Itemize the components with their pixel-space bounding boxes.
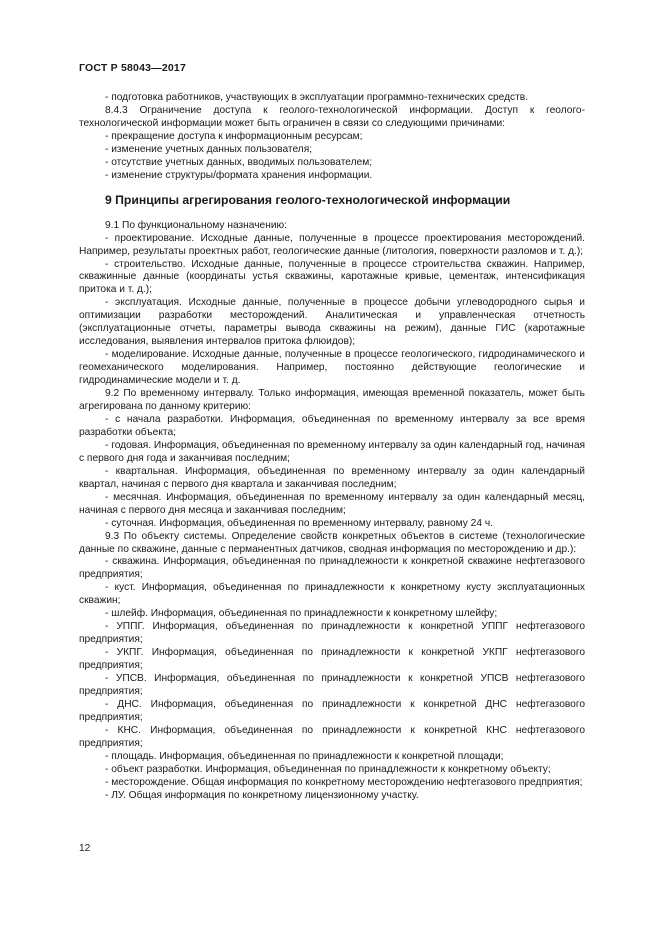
paragraph: - моделирование. Исходные данные, полученные в процессе геологического, гидродинамического и геомеханического моделирования. Например, постоянно действующие геологические и гидродинамические модели и т. д. [79, 349, 585, 387]
document-body [79, 92, 585, 803]
paragraph: - с начала разработки. Информация, объединенная по временному интервалу за все время разработки объекта; [79, 413, 585, 438]
paragraph: - проектирование. Исходные данные, полученные в процессе проектирования месторождений. Например, результаты проектных работ, геологические данные (литология, поверхности разломов и т. д.); [79, 232, 585, 257]
page-number: 12 [79, 843, 91, 854]
paragraph: - объект разработки. Информация, объединенная по принадлежности к конкретному объекту; [105, 763, 551, 775]
standard-header: ГОСТ Р 58043—2017 [79, 62, 187, 74]
section-heading: 9 Принципы агрегирования геолого-технологической информации [105, 192, 511, 207]
paragraph: 9.1 По функциональному назначению: [105, 219, 288, 231]
paragraph: - куст. Информация, объединенная по принадлежности к конкретному кусту эксплуатационных скважин; [79, 582, 585, 607]
paragraph: - строительство. Исходные данные, полученные в процессе строительства скважин. Например, скважинные данные (координаты устья скважины, каротажные кривые, цементаж, интенсификация притока и т. д.); [79, 258, 585, 296]
paragraph: - КНС. Информация, объединенная по принадлежности к конкретной КНС нефтегазового предприятия; [79, 724, 585, 749]
paragraph: - месячная. Информация, объединенная по временному интервалу за один календарный месяц, начиная с первого дня месяца и заканчивая последним; [79, 491, 585, 516]
paragraph: 8.4.3 Ограничение доступа к геолого-технологической информации. Доступ к геолого-технологической информации может быть ограничен в связи со следующими причинами: [79, 104, 585, 129]
paragraph: - УППГ. Информация, объединенная по принадлежности к конкретной УППГ нефтегазового предприятия; [79, 621, 585, 646]
paragraph: - УКПГ. Информация, объединенная по принадлежности к конкретной УКПГ нефтегазового предприятия; [79, 647, 585, 672]
paragraph: - ДНС. Информация, объединенная по принадлежности к конкретной ДНС нефтегазового предприятия; [79, 698, 585, 723]
paragraph: - прекращение доступа к информационным ресурсам; [105, 130, 363, 142]
paragraph: - отсутствие учетных данных, вводимых пользователем; [105, 156, 373, 168]
paragraph: - скважина. Информация, объединенная по принадлежности к конкретной скважине нефтегазового предприятия; [79, 556, 585, 581]
paragraph: - годовая. Информация, объединенная по временному интервалу за один календарный год, начиная с первого дня года и заканчивая последним; [79, 439, 585, 464]
paragraph: 9.2 По временному интервалу. Только информация, имеющая временной показатель, может быть агрегирована по данному критерию: [79, 388, 585, 413]
paragraph: - эксплуатация. Исходные данные, полученные в процессе добычи углеводородного сырья и оптимизации разработки месторождений. Аналитическая и управленческая отчетность (эксплуатационные отчеты, параметры вывода скважины на режим), данные ГИС (каротажные исследования, выявления интервалов притока флюидов); [79, 297, 585, 348]
paragraph: - изменение учетных данных пользователя; [105, 143, 313, 155]
paragraph: - квартальная. Информация, объединенная по временному интервалу за один календарный квартал, начиная с первого дня квартала и заканчивая последним; [79, 465, 585, 490]
paragraph: - подготовка работников, участвующих в эксплуатации программно-технических средств. [105, 92, 529, 103]
paragraph: - УПСВ. Информация, объединенная по принадлежности к конкретной УПСВ нефтегазового предприятия; [79, 673, 585, 697]
paragraph: - площадь. Информация, объединенная по принадлежности к конкретной площади; [105, 750, 504, 762]
paragraph: - ЛУ. Общая информация по конкретному лицензионному участку. [105, 789, 419, 801]
paragraph: - шлейф. Информация, объединенная по принадлежности к конкретному шлейфу; [105, 608, 498, 620]
paragraph: - суточная. Информация, объединенная по временному интервалу, равному 24 ч. [105, 517, 493, 529]
paragraph: - месторождение. Общая информация по конкретному месторождению нефтегазового предприятия; [105, 776, 583, 788]
paragraph: 9.3 По объекту системы. Определение свойств конкретных объектов в системе (технологические данные по скважине, данные с перманентных датчиков, сводная информация по месторождению и др.): [79, 530, 585, 555]
paragraph: - изменение структуры/формата хранения информации. [105, 169, 373, 181]
